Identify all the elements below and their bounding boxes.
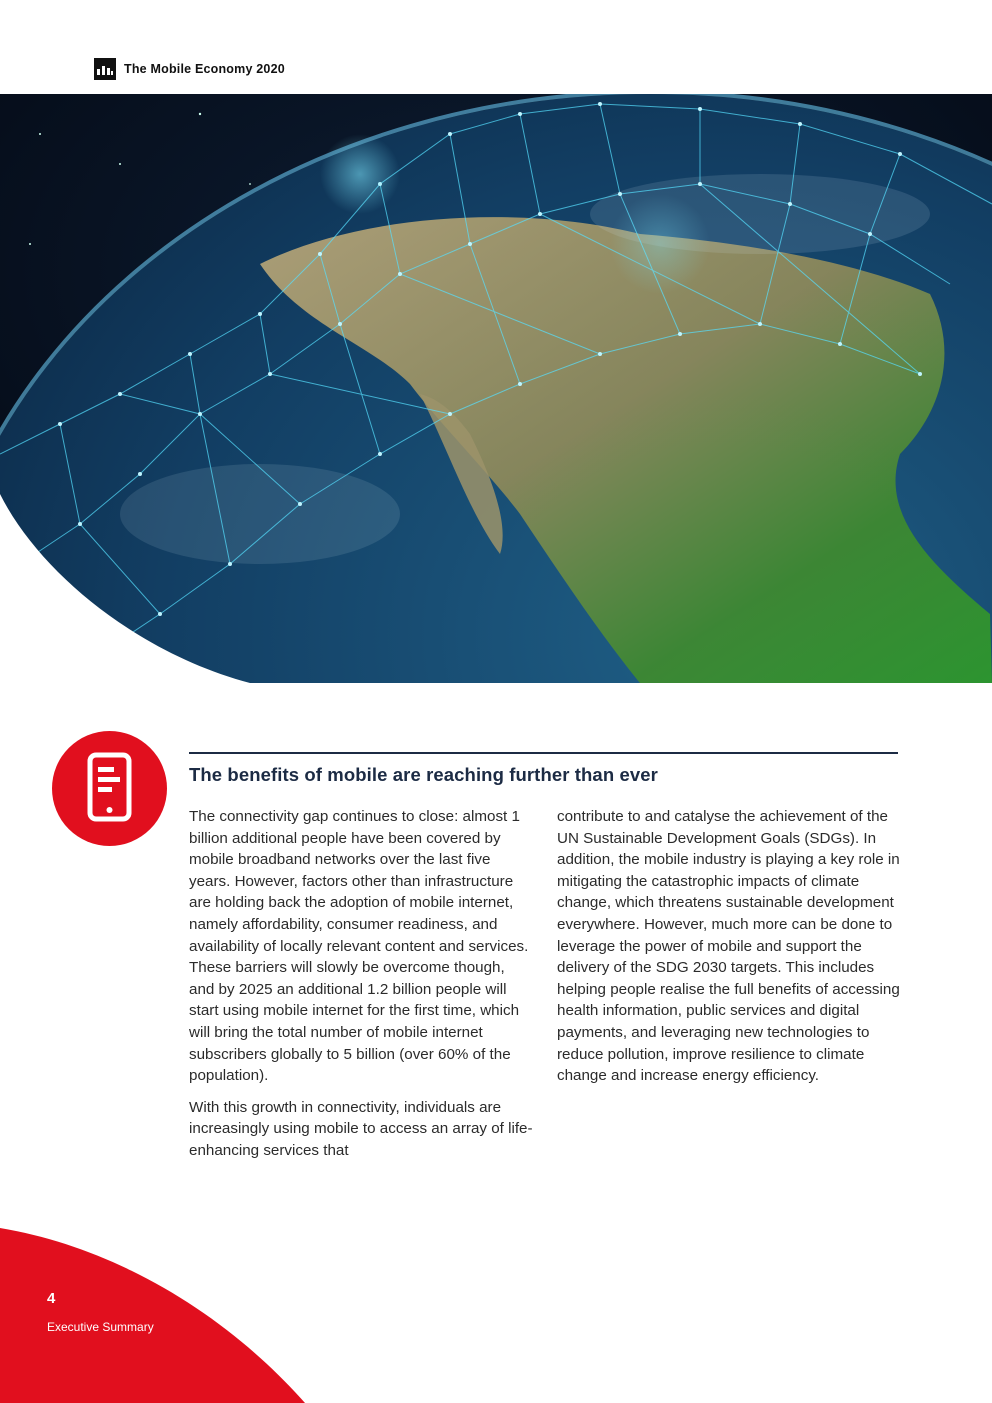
section-heading: The benefits of mobile are reaching further than ever [189,764,658,785]
section-label: Executive Summary [47,1320,154,1334]
mobile-phone-icon [52,731,167,846]
paragraph: contribute to and catalyse the achievement of the UN Sustainable Development Goals (SDGs). In addition, the mobile industry is playing a key role in mitigating the catastrophic impacts of climate change, which threatens sustainable development everywhere. However, much more can be done to leverage the power of mobile and support the delivery of the SDG 2030 targets. This includes helping people realise the full benefits of accessing health information, public services and digital payments, and leveraging new technologies to reduce pollution, improve resilience to climate change and increase energy efficiency. [557,808,900,1085]
earth-network-image [0,94,992,683]
gsma-logo-icon [94,58,116,80]
paragraph: With this growth in connectivity, individuals are increasingly using mobile to access an array of life-enhancing services that [189,1098,533,1159]
page-number: 4 [47,1290,56,1307]
page-header [94,58,285,80]
body-column-left [189,806,534,1172]
report-title: The Mobile Economy 2020 [124,62,285,76]
body-column-right [557,806,902,1097]
section-divider [189,752,898,754]
paragraph: The connectivity gap continues to close: almost 1 billion additional people have been covered by mobile broadband networks over the last five years. However, factors other than infrastructure are holding back the adoption of mobile internet, namely affordability, consumer readiness, and availability of locally relevant content and services. These barriers will slowly be overcome though, and by 2025 an additional 1.2 billion people will start using mobile internet for the first time, which will bring the total number of mobile internet subscribers globally to 5 billion (over 60% of the population). [189,808,529,1085]
footer-red-shape [0,1228,310,1403]
